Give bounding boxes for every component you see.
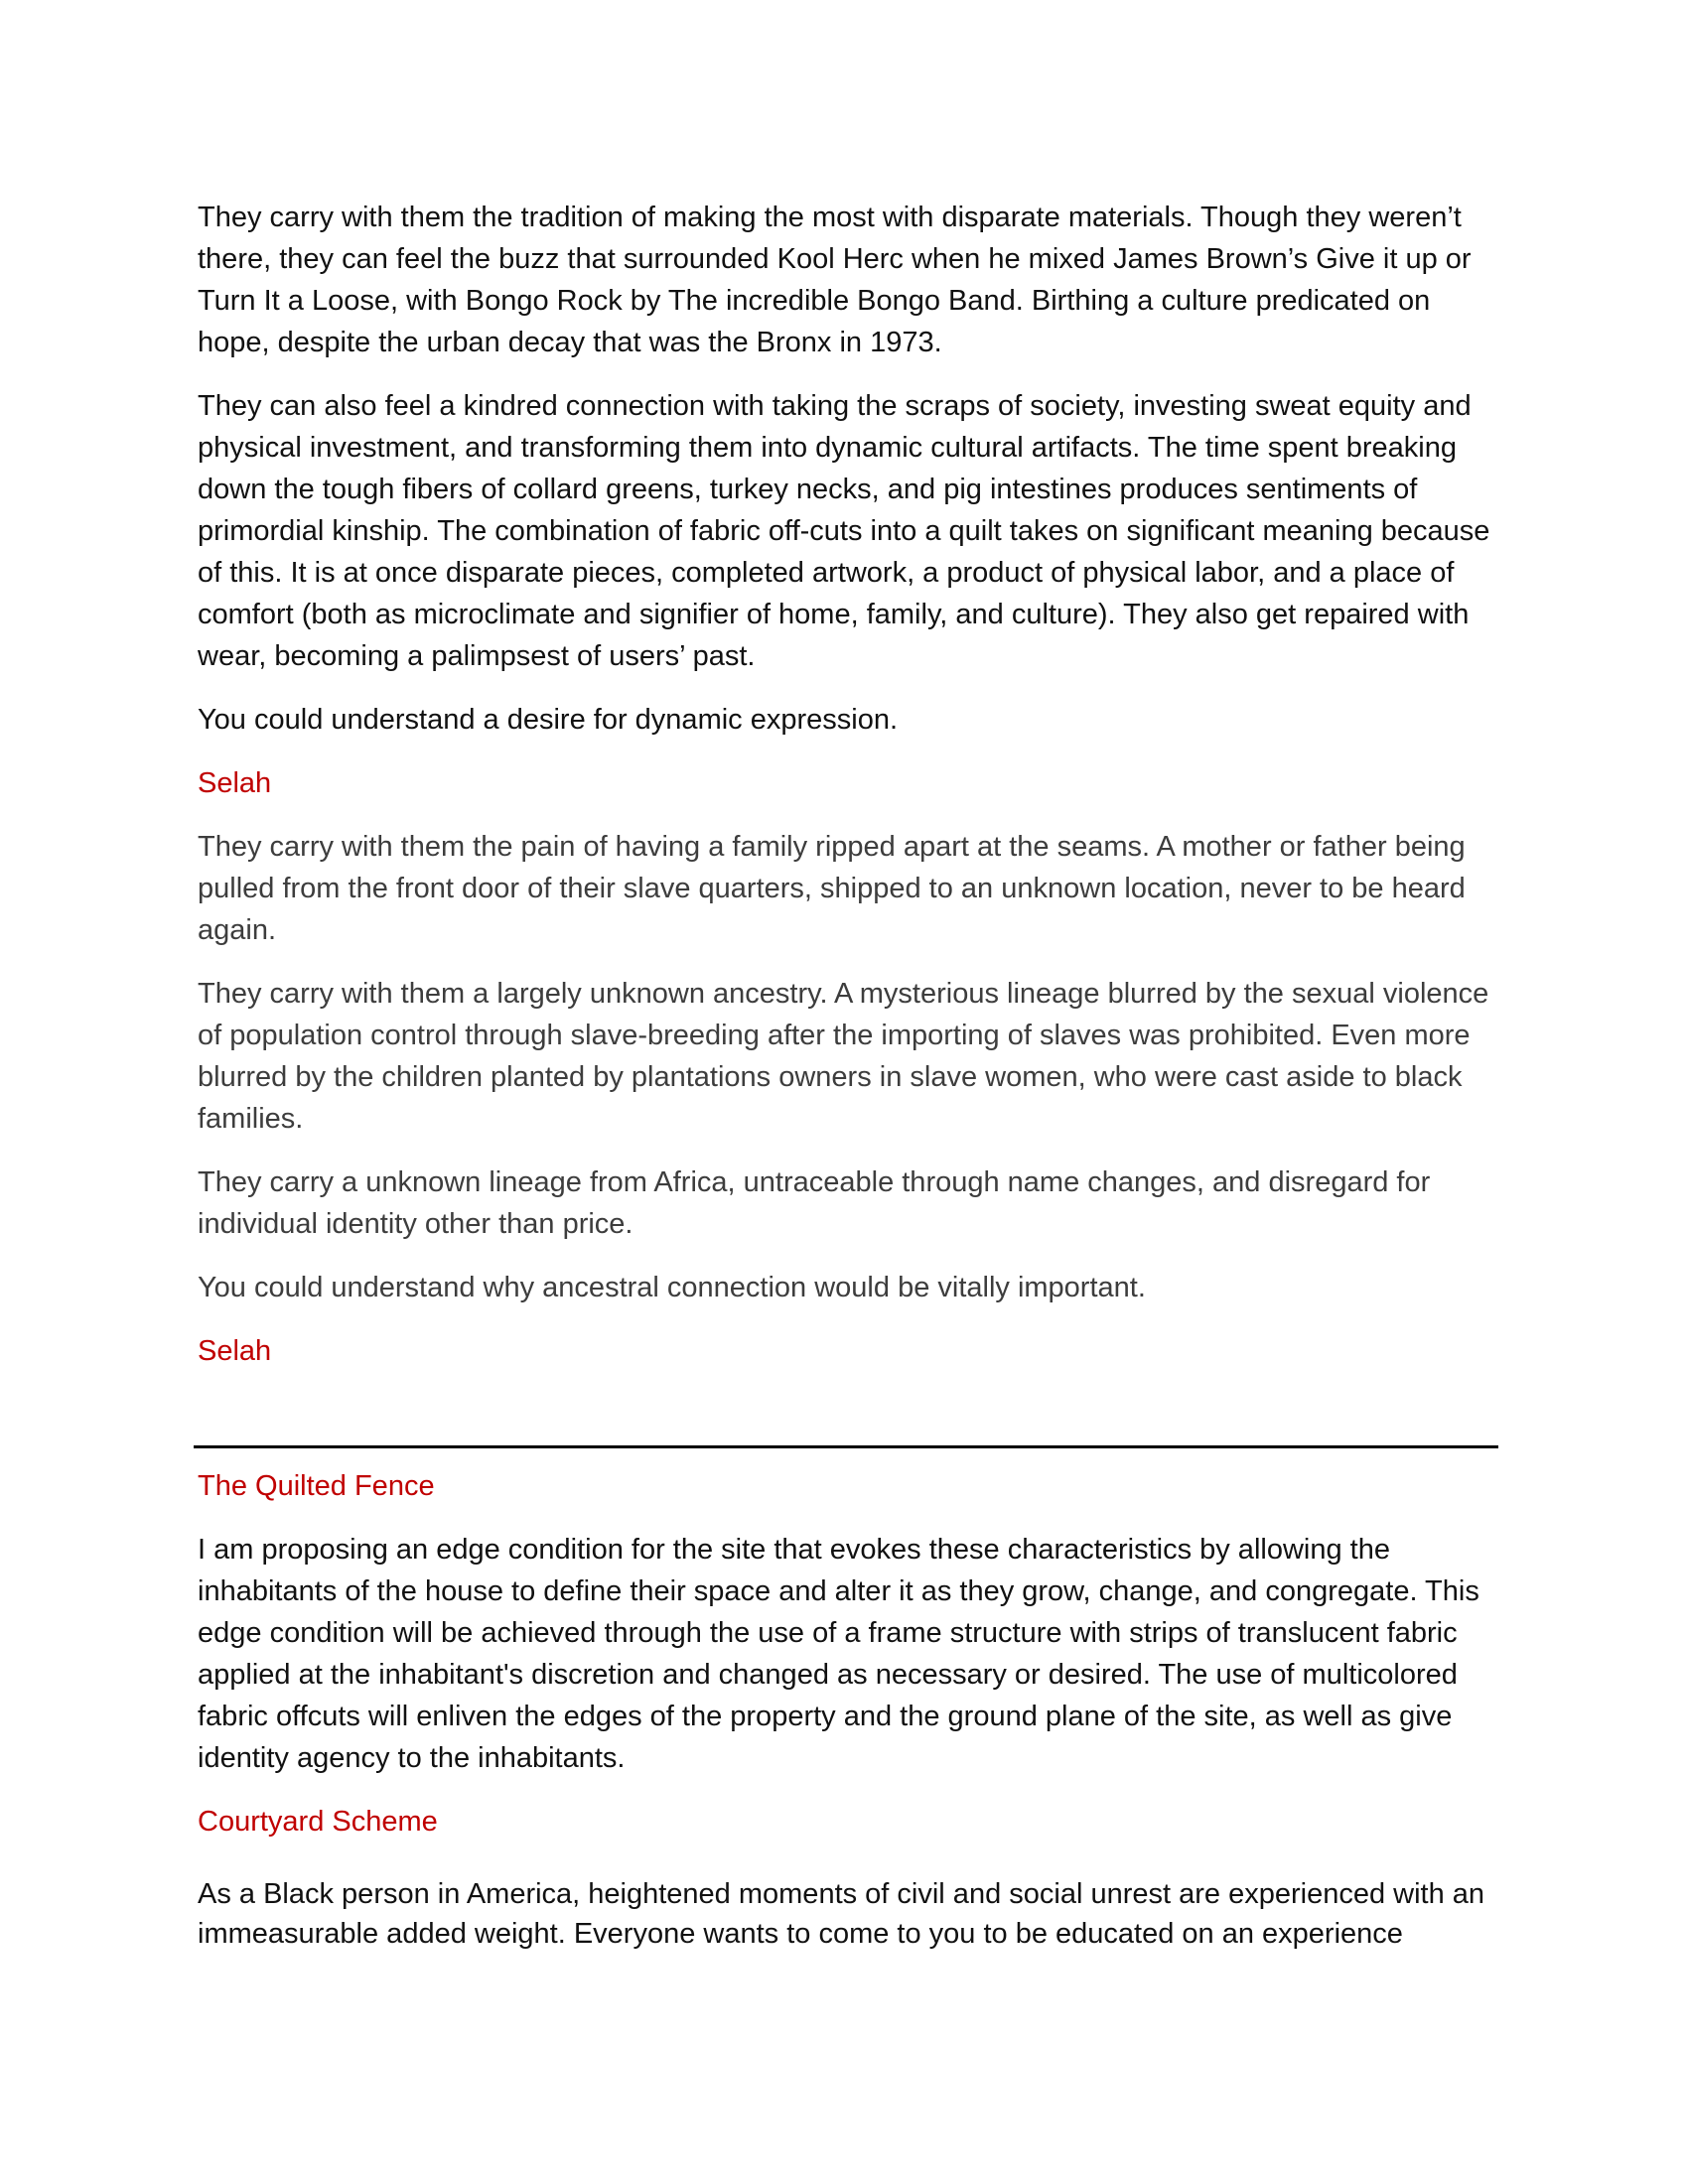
selah-heading-1: Selah xyxy=(198,767,272,799)
horizontal-divider xyxy=(194,1445,1498,1448)
paragraph-kindred-connection: They can also feel a kindred connection with taking the scraps of society, investing sweat equity and physical investment, and transforming them into dynamic cultural artifacts. The time spent breaking down the tough fibers of collard greens, turkey necks, and pig intestines produces sentiments of primordial kinship. The combination of fabric off-cuts into a quilt takes on significant meaning because of this. It is at once disparate pieces, completed artwork, a product of physical labor, and a place of comfort (both as microclimate and signifier of home, family, and culture). They also get repaired with wear, becoming a palimpsest of users’ past. xyxy=(198,390,1490,672)
document-body-section-2 xyxy=(198,1465,1493,1976)
document-body-section-1 xyxy=(198,197,1493,1394)
paragraph-black-person-america: As a Black person in America, heightened moments of civil and social unrest are experienced with an immeasurable added weight. Everyone wants to come to you to be educated on an experience xyxy=(198,1878,1485,1950)
paragraph-unknown-lineage: They carry a unknown lineage from Africa, untraceable through name changes, and disregard for individual identity other than price. xyxy=(198,1166,1431,1240)
selah-heading-2: Selah xyxy=(198,1335,272,1367)
paragraph-family-ripped: They carry with them the pain of having a family ripped apart at the seams. A mother or father being pulled from the front door of their slave quarters, shipped to an unknown location, never to be heard again. xyxy=(198,831,1466,946)
paragraph-edge-condition: I am proposing an edge condition for the site that evokes these characteristics by allowing the inhabitants of the house to define their space and alter it as they grow, change, and congregate. This edge condition will be achieved through the use of a frame structure with strips of translucent fabric applied at the inhabitant's discretion and changed as necessary or desired. The use of multicolored fabric offcuts will enliven the edges of the property and the ground plane of the site, as well as give identity agency to the inhabitants. xyxy=(198,1534,1479,1774)
paragraph-tradition: They carry with them the tradition of making the most with disparate materials. Though they weren’t there, they can feel the buzz that surrounded Kool Herc when he mixed James Brown’s Give it up or Turn It a Loose, with Bongo Rock by The incredible Bongo Band. Birthing a culture predicated on hope, despite the urban decay that was the Bronx in 1973. xyxy=(198,202,1472,358)
paragraph-ancestral-connection: You could understand why ancestral connection would be vitally important. xyxy=(198,1272,1146,1303)
paragraph-unknown-ancestry: They carry with them a largely unknown ancestry. A mysterious lineage blurred by the sexual violence of population control through slave-breeding after the importing of slaves was prohibited. Even more blurred by the children planted by plantations owners in slave women, who were cast aside to black families. xyxy=(198,978,1489,1135)
heading-quilted-fence: The Quilted Fence xyxy=(198,1470,435,1502)
paragraph-dynamic-expression: You could understand a desire for dynamic expression. xyxy=(198,704,899,736)
heading-courtyard-scheme: Courtyard Scheme xyxy=(198,1806,438,1838)
